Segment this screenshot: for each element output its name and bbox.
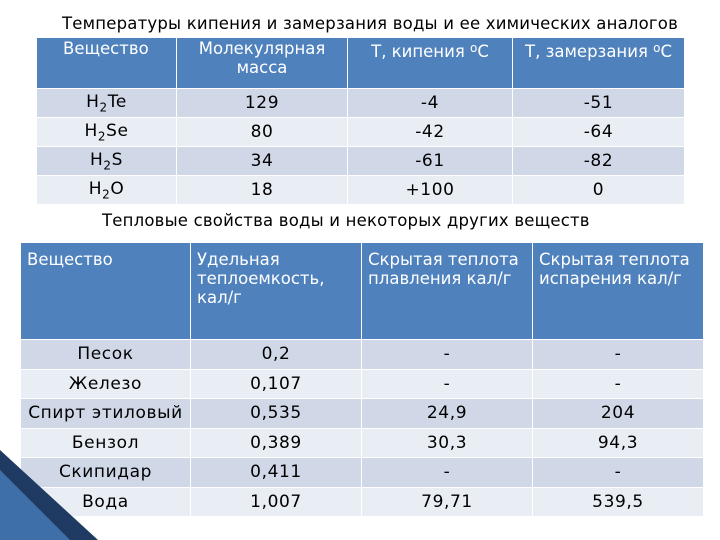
table-row bbox=[37, 118, 685, 147]
table-cell: - bbox=[362, 458, 533, 488]
table-cell: 0,107 bbox=[191, 369, 362, 399]
header-latent-heat-melting: Скрытая теплота плавления кал/г bbox=[362, 243, 533, 340]
table-cell: 18 bbox=[177, 176, 348, 205]
table-cell: Бензол bbox=[21, 428, 191, 458]
table-cell: 0,389 bbox=[191, 428, 362, 458]
table2-caption: Тепловые свойства воды и некоторых других веществ bbox=[102, 211, 590, 230]
header-boiling-temp: Т, кипения $^о$С bbox=[348, 38, 513, 89]
table-cell: - bbox=[533, 369, 704, 399]
table-cell: $H_2Se$ bbox=[37, 118, 177, 147]
table-cell: $H_2O$ bbox=[37, 176, 177, 205]
table-row bbox=[21, 487, 704, 517]
table-cell: 0,2 bbox=[191, 340, 362, 370]
table-cell: +100 bbox=[348, 176, 513, 205]
table-cell: - bbox=[362, 369, 533, 399]
table-header-row bbox=[21, 243, 704, 340]
boiling-freezing-table bbox=[36, 37, 685, 205]
thermal-properties-table bbox=[20, 242, 704, 517]
table-cell: 1,007 bbox=[191, 487, 362, 517]
header-latent-heat-evaporation: Скрытая теплота испарения кал/г bbox=[533, 243, 704, 340]
table-cell: 539,5 bbox=[533, 487, 704, 517]
table-cell: Вода bbox=[21, 487, 191, 517]
table-row bbox=[21, 458, 704, 488]
header-freezing-temp: Т, замерзания $^о$С bbox=[513, 38, 685, 89]
table-cell: 80 bbox=[177, 118, 348, 147]
table-row bbox=[21, 428, 704, 458]
table-row bbox=[21, 369, 704, 399]
table-row bbox=[37, 147, 685, 176]
table-cell: Скипидар bbox=[21, 458, 191, 488]
table-cell: 34 bbox=[177, 147, 348, 176]
table-cell: 24,9 bbox=[362, 399, 533, 429]
table-cell: 94,3 bbox=[533, 428, 704, 458]
table-cell: - bbox=[362, 340, 533, 370]
header-substance: Вещество bbox=[37, 38, 177, 89]
table-cell: -61 bbox=[348, 147, 513, 176]
table-cell: -82 bbox=[513, 147, 685, 176]
table-cell: 30,3 bbox=[362, 428, 533, 458]
table-row bbox=[21, 340, 704, 370]
table1-caption: Температуры кипения и замерзания воды и ее химических аналогов bbox=[62, 14, 679, 33]
table-cell: - bbox=[533, 458, 704, 488]
table-header-row bbox=[37, 38, 685, 89]
table-cell: 204 bbox=[533, 399, 704, 429]
table-cell: $H_2S$ bbox=[37, 147, 177, 176]
table-cell: -4 bbox=[348, 89, 513, 118]
table-cell: - bbox=[533, 340, 704, 370]
table-row bbox=[37, 89, 685, 118]
header-specific-heat: Удельная теплоемкость, кал/г bbox=[191, 243, 362, 340]
table-cell: Железо bbox=[21, 369, 191, 399]
table-cell: 129 bbox=[177, 89, 348, 118]
table-cell: -51 bbox=[513, 89, 685, 118]
table-cell: 0 bbox=[513, 176, 685, 205]
table-row bbox=[37, 176, 685, 205]
table-cell: 0,411 bbox=[191, 458, 362, 488]
table-cell: $H_2Te$ bbox=[37, 89, 177, 118]
table-cell: -64 bbox=[513, 118, 685, 147]
header-substance: Вещество bbox=[21, 243, 191, 340]
header-molecular-mass: Молекулярная масса bbox=[177, 38, 348, 89]
corner-decoration-light bbox=[0, 470, 70, 540]
table-cell: 79,71 bbox=[362, 487, 533, 517]
table-cell: 0,535 bbox=[191, 399, 362, 429]
table-cell: Песок bbox=[21, 340, 191, 370]
table-row bbox=[21, 399, 704, 429]
table-cell: -42 bbox=[348, 118, 513, 147]
table-cell: Спирт этиловый bbox=[21, 399, 191, 429]
